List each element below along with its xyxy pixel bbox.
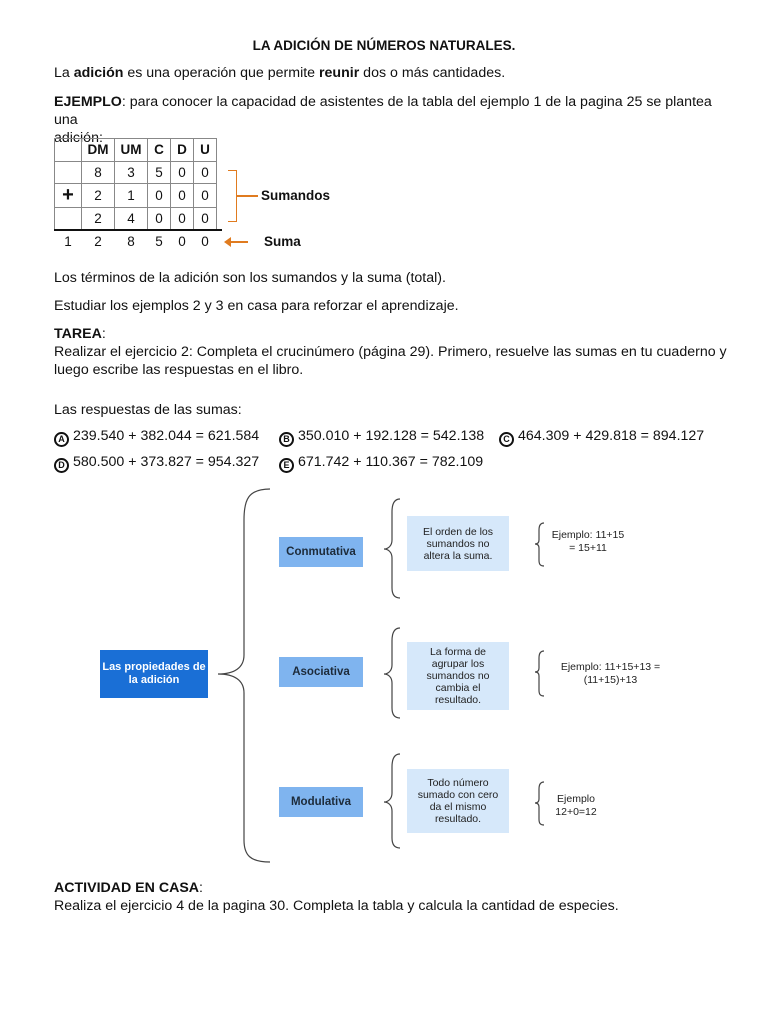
sumandos-label: Sumandos [261, 188, 331, 203]
suma-label: Suma [264, 234, 301, 249]
answer-text: 580.500 + 373.827 = 954.327 [73, 454, 260, 470]
property-asociativa: Asociativa [279, 657, 363, 687]
estudiar-text: Estudiar los ejemplos 2 y 3 en casa para reforzar el aprendizaje. [54, 298, 459, 314]
intro-text: La [54, 65, 74, 81]
answer-text: 239.540 + 382.044 = 621.584 [73, 428, 260, 444]
intro-text-end: dos o más cantidades. [359, 65, 506, 81]
tarea-text: Realizar el ejercicio 2: Completa el crucinúmero (página 29). Primero, resuelve las sumas en tu cuaderno y [54, 344, 727, 360]
example-conmutativa: Ejemplo: 11+15 = 15+11 [551, 529, 625, 554]
actividad-label: ACTIVIDAD EN CASA [54, 880, 200, 896]
table-cell: 0 [171, 184, 194, 208]
intro-bold-adicion: adición [73, 65, 124, 81]
header-cell-um: UM [115, 139, 148, 162]
example-asociativa: Ejemplo: 11+15+13 = (11+15)+13 [560, 661, 661, 686]
table-cell: 2 [82, 208, 115, 231]
ejemplo-label: EJEMPLO [54, 94, 122, 110]
table-cell: 0 [148, 208, 171, 231]
table-cell: 4 [115, 208, 148, 231]
table-cell: 0 [194, 184, 217, 208]
table-cell: 5 [148, 161, 171, 184]
sum-cell: 0 [201, 233, 209, 249]
ejemplo-text: : para conocer la capacidad de asistentes de la tabla del ejemplo 1 de la pagina 25 se plantea una [54, 94, 712, 128]
table-cell: 0 [194, 208, 217, 231]
example-modulativa: Ejemplo 12+0=12 [555, 793, 597, 818]
header-cell-d: D [171, 139, 194, 162]
desc-modulativa: Todo número sumado con cero da el mismo resultado. [407, 769, 509, 833]
answer-text: 671.742 + 110.367 = 782.109 [298, 454, 484, 470]
circled-letter-icon: B [279, 432, 294, 447]
actividad-text: Realiza el ejercicio 4 de la pagina 30. Completa la tabla y calcula la cantidad de especies. [54, 898, 619, 914]
sum-cell: 8 [127, 233, 135, 249]
circled-letter-icon: C [499, 432, 514, 447]
answer-text: 350.010 + 192.128 = 542.138 [298, 428, 485, 444]
ejemplo-text-2: adición: [54, 130, 103, 146]
circled-letter-icon: E [279, 458, 294, 473]
sum-cell: 2 [94, 233, 102, 249]
desc-conmutativa: El orden de los sumandos no altera la suma. [407, 516, 509, 571]
brace-asociativa [384, 628, 400, 718]
terminos-text: Los términos de la adición son los sumandos y la suma (total). [54, 270, 446, 286]
answer-text: 464.309 + 429.818 = 894.127 [518, 428, 705, 444]
actividad-section: ACTIVIDAD EN CASA: Realiza el ejercicio 4 de la pagina 30. Completa la tabla y calcula la cantidad de especies. [54, 880, 619, 914]
intro-text-mid: es una operación que permite [123, 65, 320, 81]
table-cell: 0 [148, 184, 171, 208]
brace-ejemplo-1 [535, 523, 544, 566]
desc-asociativa: La forma de agrupar los sumandos no cambia el resultado. [407, 642, 509, 710]
page-title: LA ADICIÓN DE NÚMEROS NATURALES. [252, 38, 516, 53]
table-cell: 1 [115, 184, 148, 208]
sum-cell: 5 [155, 233, 163, 249]
plus-sign: + [55, 184, 82, 208]
intro-bold-reunir: reunir [319, 65, 360, 81]
sum-cell: 0 [178, 233, 186, 249]
circled-letter-icon: D [54, 458, 69, 473]
header-cell-dm: DM [82, 139, 115, 162]
table-cell: 0 [171, 208, 194, 231]
brace-conmutativa [384, 499, 400, 598]
table-cell: 0 [171, 161, 194, 184]
header-cell-c: C [148, 139, 171, 162]
respuestas-title: Las respuestas de las sumas: [54, 402, 242, 418]
header-cell-u: U [194, 139, 217, 162]
brace-modulativa [384, 754, 400, 848]
property-conmutativa: Conmutativa [279, 537, 363, 567]
tarea-text-2: luego escribe las respuestas en el libro. [54, 362, 304, 378]
brace-ejemplo-2 [535, 651, 544, 696]
table-cell: 8 [82, 161, 115, 184]
sum-cell: 1 [64, 233, 72, 249]
tarea-section: TAREA: Realizar el ejercicio 2: Completa el crucinúmero (página 29). Primero, resuelve las sumas en tu cuaderno y luego escribe las respuestas en el libro. [54, 326, 727, 378]
table-cell: 2 [82, 184, 115, 208]
table-cell: 0 [194, 161, 217, 184]
brace-ejemplo-3 [535, 782, 544, 825]
tarea-label: TAREA [54, 326, 102, 342]
circled-letter-icon: A [54, 432, 69, 447]
table-cell: 3 [115, 161, 148, 184]
main-concept-box: Las propiedades de la adición [100, 650, 208, 698]
property-modulativa: Modulativa [279, 787, 363, 817]
main-brace [218, 489, 270, 862]
